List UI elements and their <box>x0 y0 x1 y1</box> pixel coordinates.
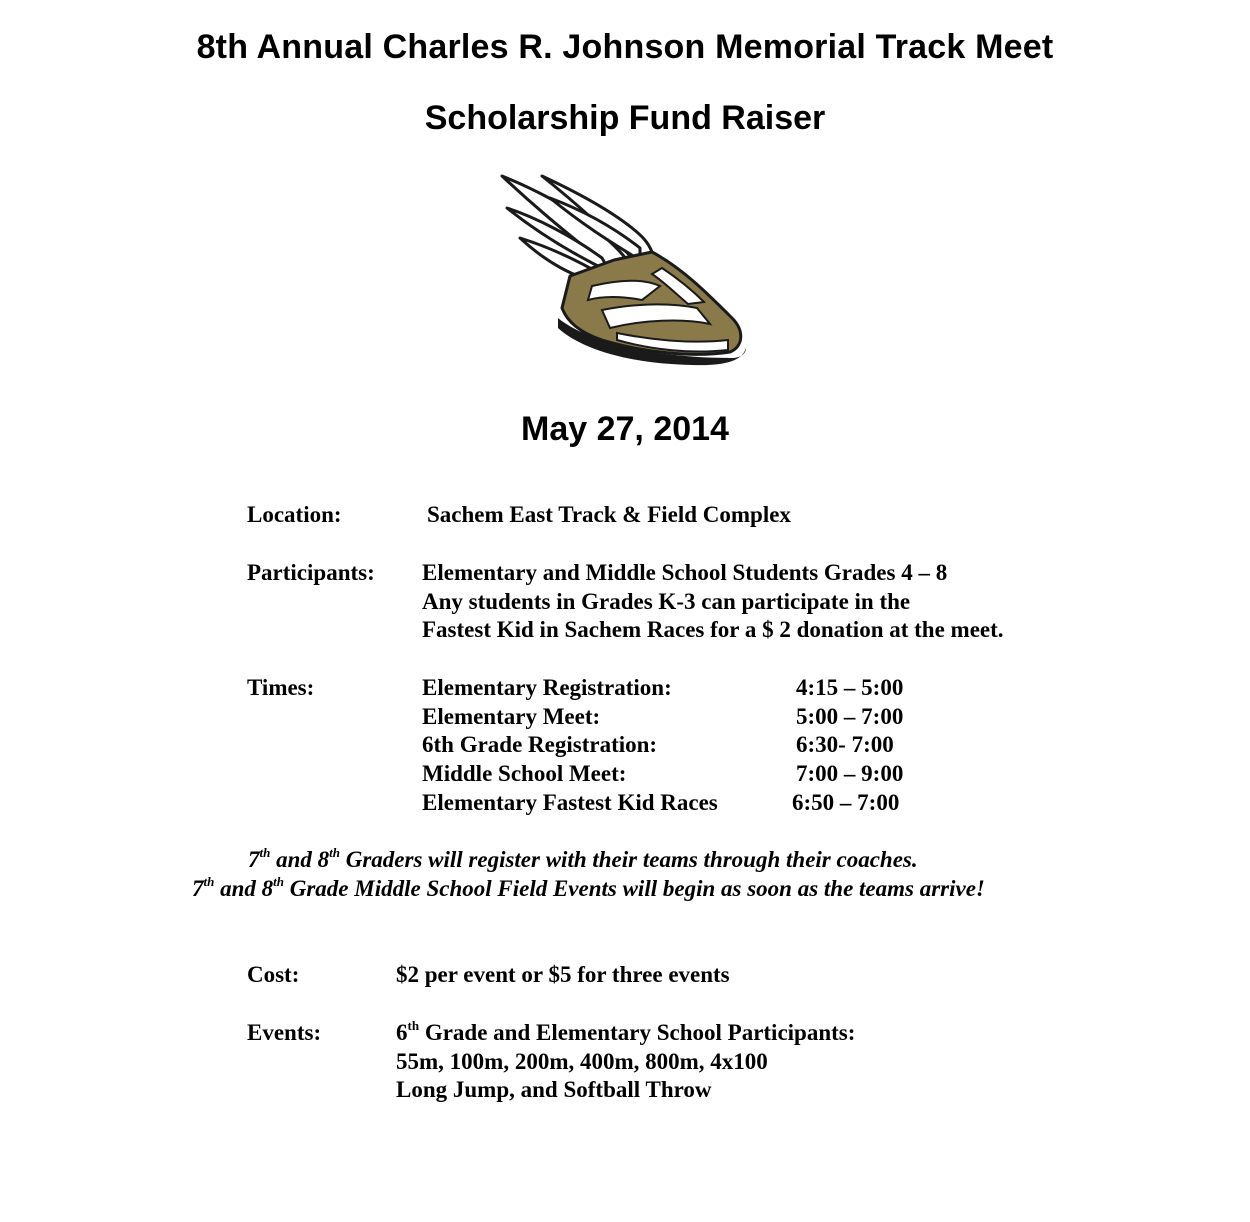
cost-label: Cost: <box>247 962 300 987</box>
time-event: 6th Grade Registration: <box>422 732 658 757</box>
location-value: Sachem East Track & Field Complex <box>427 502 791 527</box>
time-range: 6:50 – 7:00 <box>792 790 900 815</box>
events-line: Long Jump, and Softball Throw <box>396 1077 712 1102</box>
note-line-1: 7th and 8th Graders will register with their teams through their coaches. <box>248 845 918 872</box>
event-date: May 27, 2014 <box>521 410 729 448</box>
time-range: 6:30- 7:00 <box>796 732 894 757</box>
page-subtitle: Scholarship Fund Raiser <box>424 99 826 137</box>
page-title: 8th Annual Charles R. Johnson Memorial Track Meet <box>196 28 1054 66</box>
time-event: Middle School Meet: <box>422 761 627 786</box>
time-range: 4:15 – 5:00 <box>796 675 904 700</box>
events-label: Events: <box>247 1020 322 1045</box>
time-event: Elementary Fastest Kid Races <box>422 790 718 815</box>
time-range: 5:00 – 7:00 <box>796 704 904 729</box>
note-line-2: 7th and 8th Grade Middle School Field Events will begin as soon as the teams arrive! <box>192 874 985 901</box>
winged-shoe-icon <box>492 168 752 368</box>
times-label: Times: <box>247 675 315 700</box>
location-label: Location: <box>247 502 342 527</box>
events-line: 6th Grade and Elementary School Participants: <box>396 1018 856 1045</box>
time-event: Elementary Meet: <box>422 704 601 729</box>
participants-label: Participants: <box>247 560 375 585</box>
participants-line: Elementary and Middle School Students Grades 4 – 8 <box>422 560 948 585</box>
participants-line: Fastest Kid in Sachem Races for a $ 2 donation at the meet. <box>422 617 1004 642</box>
events-line: 55m, 100m, 200m, 400m, 800m, 4x100 <box>396 1049 768 1074</box>
time-event: Elementary Registration: <box>422 675 672 700</box>
time-range: 7:00 – 9:00 <box>796 761 904 786</box>
cost-value: $2 per event or $5 for three events <box>396 962 730 987</box>
participants-line: Any students in Grades K-3 can participate in the <box>422 589 911 614</box>
